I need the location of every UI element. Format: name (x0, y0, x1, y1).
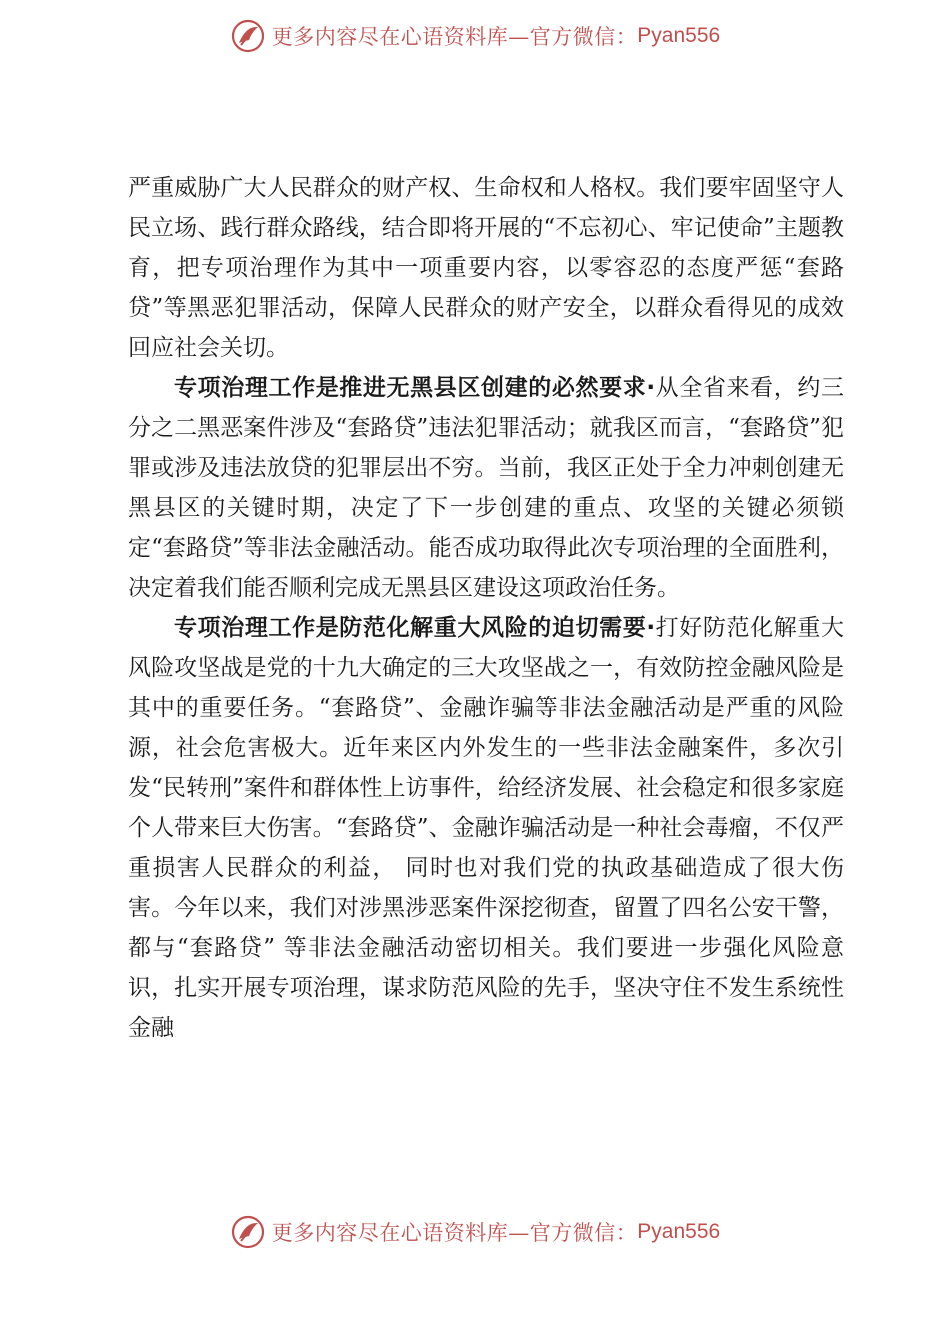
paragraph-3 (128, 608, 844, 1048)
document-body (128, 168, 844, 1048)
watermark-handle: Pyan556 (637, 24, 721, 47)
paragraph-2-text: 从全省来看，约三分之二黑恶案件涉及“套路贷”违法犯罪活动；就我区而言，“套路贷”犯罪或涉及违法放贷的犯罪层出不穷。当前，我区正处于全力冲刺创建无黑县区的关键时期，决定了下一步创建的重点、攻坚的关键必须锁定“套路贷”等非法金融活动。能否成功取得此次专项治理的全面胜利，决定着我们能否顺利完成无黑县区建设这项政治任务。 (128, 375, 844, 601)
paragraph-2 (128, 368, 844, 608)
watermark-text: 更多内容尽在心语资料库—官方微信： (271, 25, 638, 49)
paragraph-1-text: 严重威胁广大人民群众的财产权、生命权和人格权。我们要牢固坚守人民立场、践行群众路线，结合即将开展的“不忘初心、牢记使命”主题教育，把专项治理作为其中一项重要内容，以零容忍的态度严惩“套路贷”等黑恶犯罪活动，保障人民群众的财产安全，以群众看得见的成效回应社会关切。 (128, 175, 844, 361)
paragraph-2-lead: 专项治理工作是推进无黑县区创建的必然要求· (174, 375, 656, 401)
paragraph-1 (128, 168, 844, 368)
header-watermark (0, 14, 950, 58)
watermark-text: 更多内容尽在心语资料库—官方微信： (271, 1221, 638, 1245)
paragraph-3-lead: 专项治理工作是防范化解重大风险的迫切需要· (174, 615, 656, 641)
watermark-handle: Pyan556 (637, 1220, 721, 1243)
footer-watermark (0, 1210, 950, 1254)
pen-nib-logo-icon (230, 1214, 266, 1250)
pen-nib-logo-icon (230, 18, 266, 54)
paragraph-3-text: 打好防范化解重大风险攻坚战是党的十九大确定的三大攻坚战之一，有效防控金融风险是其中的重要任务。“套路贷”、金融诈骗等非法金融活动是严重的风险源，社会危害极大。近年来区内外发生的一些非法金融案件，多次引发“民转刑”案件和群体性上访事件，给经济发展、社会稳定和很多家庭个人带来巨大伤害。“套路贷”、金融诈骗活动是一种社会毒瘤，不仅严重损害人民群众的利益， 同时也对我们党的执政基础造成了很大伤害。今年以来，我们对涉黑涉恶案件深挖彻查，留置了四名公安干警，都与“套路贷” 等非法金融活动密切相关。我们要进一步强化风险意识，扎实开展专项治理，谋求防范风险的先手，坚决守住不发生系统性金融 (128, 615, 844, 1041)
